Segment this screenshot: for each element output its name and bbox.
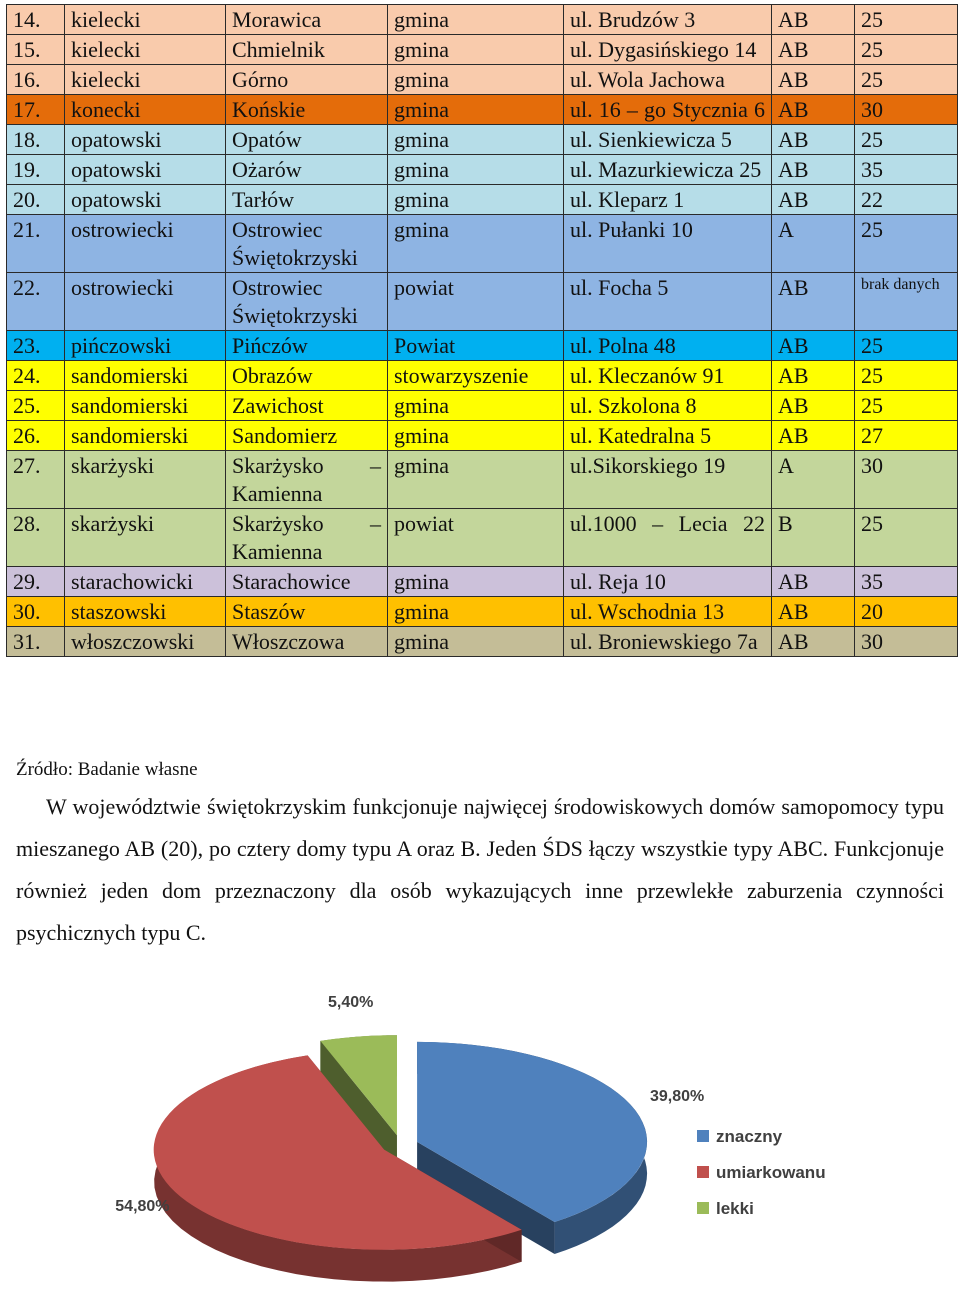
cell-nr: 26. — [7, 421, 65, 451]
cell-powiat: kielecki — [65, 5, 226, 35]
cell-typ: AB — [772, 5, 855, 35]
cell-prowadzacy: gmina — [388, 185, 564, 215]
chart-legend — [697, 1127, 826, 1218]
cell-nr: 25. — [7, 391, 65, 421]
value-label-lekki: 5,40% — [328, 994, 374, 1011]
cell-prowadzacy: gmina — [388, 597, 564, 627]
cell-nr: 31. — [7, 627, 65, 657]
table-row — [7, 273, 958, 331]
cell-prowadzacy: gmina — [388, 95, 564, 125]
cell-miejsca: 30 — [855, 627, 958, 657]
table-row — [7, 5, 958, 35]
cell-powiat: opatowski — [65, 155, 226, 185]
cell-prowadzacy: gmina — [388, 65, 564, 95]
source-note: Źródło: Badanie własne — [16, 759, 198, 780]
cell-prowadzacy: gmina — [388, 35, 564, 65]
table-row — [7, 391, 958, 421]
cell-miejscowosc: Skarżysko – Kamienna — [226, 451, 388, 509]
cell-miejscowosc: Ostrowiec Świętokrzyski — [226, 215, 388, 273]
cell-miejsca: 25 — [855, 5, 958, 35]
cell-prowadzacy: gmina — [388, 391, 564, 421]
cell-nr: 19. — [7, 155, 65, 185]
cell-adres: ul. Reja 10 — [564, 567, 772, 597]
cell-miejscowosc: Górno — [226, 65, 388, 95]
cell-powiat: ostrowiecki — [65, 273, 226, 331]
cell-nr: 21. — [7, 215, 65, 273]
cell-adres: ul. Pułanki 10 — [564, 215, 772, 273]
cell-typ: AB — [772, 391, 855, 421]
cell-nr: 20. — [7, 185, 65, 215]
cell-miejscowosc: Skarżysko – Kamienna — [226, 509, 388, 567]
cell-powiat: sandomierski — [65, 421, 226, 451]
cell-typ: AB — [772, 185, 855, 215]
cell-miejscowosc: Opatów — [226, 125, 388, 155]
cell-adres: ul. Sienkiewicza 5 — [564, 125, 772, 155]
cell-miejscowosc: Pińczów — [226, 331, 388, 361]
facilities-table — [6, 4, 958, 657]
cell-nr: 27. — [7, 451, 65, 509]
cell-miejscowosc: Starachowice — [226, 567, 388, 597]
cell-prowadzacy: gmina — [388, 125, 564, 155]
cell-miejsca: 20 — [855, 597, 958, 627]
pie-chart — [0, 990, 960, 1290]
table-row — [7, 331, 958, 361]
cell-prowadzacy: powiat — [388, 273, 564, 331]
table-row — [7, 361, 958, 391]
cell-nr: 22. — [7, 273, 65, 331]
cell-typ: A — [772, 451, 855, 509]
table-row — [7, 125, 958, 155]
cell-nr: 30. — [7, 597, 65, 627]
legend-label-lekki: lekki — [716, 1199, 754, 1218]
cell-nr: 28. — [7, 509, 65, 567]
cell-typ: AB — [772, 331, 855, 361]
cell-miejsca: 25 — [855, 391, 958, 421]
pie-slices — [154, 1035, 647, 1281]
cell-prowadzacy: gmina — [388, 451, 564, 509]
cell-powiat: opatowski — [65, 185, 226, 215]
cell-adres: ul.Sikorskiego 19 — [564, 451, 772, 509]
cell-nr: 16. — [7, 65, 65, 95]
cell-miejscowosc: Końskie — [226, 95, 388, 125]
cell-powiat: włoszczowski — [65, 627, 226, 657]
legend-swatch-znaczny — [697, 1130, 709, 1142]
cell-miejscowosc: Zawichost — [226, 391, 388, 421]
cell-powiat: sandomierski — [65, 361, 226, 391]
cell-powiat: skarżyski — [65, 509, 226, 567]
table-row — [7, 95, 958, 125]
cell-adres: ul. Dygasińskiego 14 — [564, 35, 772, 65]
cell-nr: 17. — [7, 95, 65, 125]
table-row — [7, 65, 958, 95]
cell-adres: ul. Wola Jachowa — [564, 65, 772, 95]
cell-adres: ul. Katedralna 5 — [564, 421, 772, 451]
cell-typ: AB — [772, 421, 855, 451]
cell-powiat: opatowski — [65, 125, 226, 155]
cell-miejscowosc: Chmielnik — [226, 35, 388, 65]
cell-typ: AB — [772, 65, 855, 95]
cell-miejsca: brak danych — [855, 273, 958, 331]
legend-label-znaczny: znaczny — [716, 1127, 783, 1146]
cell-prowadzacy: gmina — [388, 627, 564, 657]
cell-prowadzacy: gmina — [388, 215, 564, 273]
cell-typ: AB — [772, 125, 855, 155]
cell-miejsca: 27 — [855, 421, 958, 451]
cell-typ: AB — [772, 95, 855, 125]
cell-adres: ul. Broniewskiego 7a — [564, 627, 772, 657]
cell-powiat: starachowicki — [65, 567, 226, 597]
cell-nr: 18. — [7, 125, 65, 155]
value-label-znaczny: 39,80% — [649, 1087, 705, 1105]
table-row — [7, 35, 958, 65]
value-label-umiarkowanu: 54,80% — [115, 1197, 170, 1215]
cell-prowadzacy: gmina — [388, 567, 564, 597]
cell-prowadzacy: gmina — [388, 155, 564, 185]
cell-nr: 23. — [7, 331, 65, 361]
cell-typ: AB — [772, 35, 855, 65]
table-row — [7, 597, 958, 627]
cell-adres: ul. Brudzów 3 — [564, 5, 772, 35]
cell-adres: ul. Polna 48 — [564, 331, 772, 361]
cell-miejscowosc: Ożarów — [226, 155, 388, 185]
cell-nr: 24. — [7, 361, 65, 391]
cell-powiat: konecki — [65, 95, 226, 125]
cell-miejsca: 35 — [855, 567, 958, 597]
cell-powiat: staszowski — [65, 597, 226, 627]
legend-swatch-lekki — [697, 1202, 709, 1214]
cell-adres: ul. Wschodnia 13 — [564, 597, 772, 627]
cell-adres: ul. Kleczanów 91 — [564, 361, 772, 391]
cell-typ: AB — [772, 597, 855, 627]
cell-powiat: ostrowiecki — [65, 215, 226, 273]
cell-miejscowosc: Tarłów — [226, 185, 388, 215]
cell-powiat: sandomierski — [65, 391, 226, 421]
cell-prowadzacy: gmina — [388, 421, 564, 451]
table-row — [7, 627, 958, 657]
cell-prowadzacy: stowarzyszenie — [388, 361, 564, 391]
cell-adres: ul. Focha 5 — [564, 273, 772, 331]
cell-miejsca: 30 — [855, 451, 958, 509]
cell-miejsca: 22 — [855, 185, 958, 215]
cell-adres: ul. Szkolona 8 — [564, 391, 772, 421]
cell-miejsca: 25 — [855, 361, 958, 391]
table-row — [7, 215, 958, 273]
cell-miejsca: 25 — [855, 35, 958, 65]
legend-label-umiarkowanu: umiarkowanu — [716, 1163, 826, 1182]
table-row — [7, 155, 958, 185]
cell-miejscowosc: Ostrowiec Świętokrzyski — [226, 273, 388, 331]
cell-powiat: pińczowski — [65, 331, 226, 361]
summary-paragraph: W województwie świętokrzyskim funkcjonuje najwięcej środowiskowych domów samopomocy typu mieszanego AB (20), po cztery domy typu A oraz B. Jeden ŚDS łączy wszystkie typy ABC. Funkcjonuje również jeden dom przeznaczony dla osób wykazujących inne przewlekłe zaburzenia czynności psychicznych typu C. — [16, 794, 944, 945]
cell-adres: ul. 16 – go Stycznia 6 — [564, 95, 772, 125]
cell-miejsca: 25 — [855, 215, 958, 273]
cell-powiat: skarżyski — [65, 451, 226, 509]
cell-nr: 15. — [7, 35, 65, 65]
cell-nr: 29. — [7, 567, 65, 597]
cell-miejsca: 25 — [855, 509, 958, 567]
cell-prowadzacy: gmina — [388, 5, 564, 35]
cell-typ: AB — [772, 627, 855, 657]
cell-prowadzacy: Powiat — [388, 331, 564, 361]
legend-swatch-umiarkowanu — [697, 1166, 709, 1178]
cell-miejscowosc: Staszów — [226, 597, 388, 627]
cell-adres: ul. Kleparz 1 — [564, 185, 772, 215]
cell-typ: AB — [772, 155, 855, 185]
cell-powiat: kielecki — [65, 65, 226, 95]
cell-typ: AB — [772, 567, 855, 597]
cell-miejscowosc: Morawica — [226, 5, 388, 35]
cell-prowadzacy: powiat — [388, 509, 564, 567]
cell-nr: 14. — [7, 5, 65, 35]
table-row — [7, 451, 958, 509]
table-row — [7, 567, 958, 597]
table-row — [7, 421, 958, 451]
cell-adres: ul.1000 – Lecia 22 — [564, 509, 772, 567]
cell-typ: AB — [772, 361, 855, 391]
cell-typ: A — [772, 215, 855, 273]
cell-miejscowosc: Sandomierz — [226, 421, 388, 451]
table-row — [7, 509, 958, 567]
cell-miejsca: 25 — [855, 125, 958, 155]
cell-powiat: kielecki — [65, 35, 226, 65]
cell-adres: ul. Mazurkiewicza 25 — [564, 155, 772, 185]
cell-typ: B — [772, 509, 855, 567]
cell-typ: AB — [772, 273, 855, 331]
cell-miejscowosc: Włoszczowa — [226, 627, 388, 657]
table-row — [7, 185, 958, 215]
cell-miejsca: 30 — [855, 95, 958, 125]
cell-miejscowosc: Obrazów — [226, 361, 388, 391]
cell-miejsca: 25 — [855, 65, 958, 95]
cell-miejsca: 25 — [855, 331, 958, 361]
cell-miejsca: 35 — [855, 155, 958, 185]
